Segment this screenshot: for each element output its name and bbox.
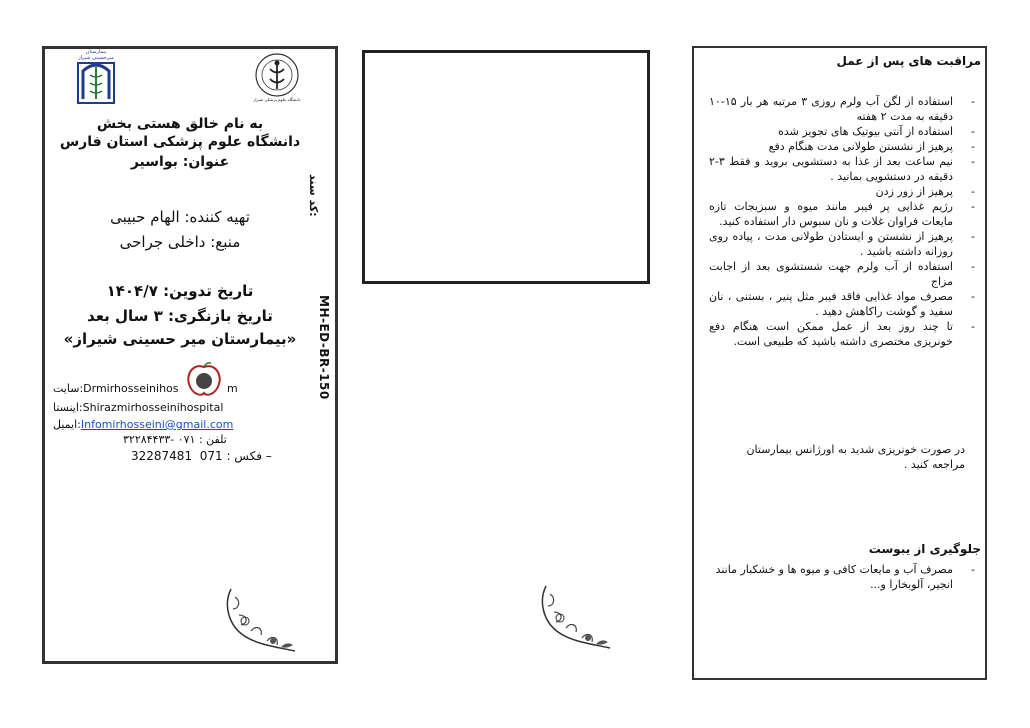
image-placeholder-box bbox=[362, 50, 650, 284]
list-item: - مصرف آب و مایعات کافی و میوه ها و خشکبار مانند انجیر، آلوبخارا و... bbox=[715, 563, 975, 591]
compile-date: تاریخ تدوین: ۱۴۰۴/۷ bbox=[106, 282, 254, 300]
bismillah: به نام خالق هستی بخش bbox=[96, 116, 264, 132]
hospital-logo-text: بیمارستان میرحسینی شیراز bbox=[78, 49, 114, 61]
phone-line: تلفن : ۰۷۱ -۳۲۲۸۴۴۳۳ bbox=[123, 433, 227, 446]
author: تهیه کننده: الهام حبیبی bbox=[110, 208, 250, 226]
website-tail: m bbox=[227, 382, 238, 395]
list-item: - استفاده از لگن آب ولرم روزی ۳ مرتبه هر بار ۱۵-۱۰ دقیقه به مدت ۲ هفته bbox=[709, 95, 975, 123]
floral-ornament-icon bbox=[536, 582, 616, 658]
code-label: کد سند: bbox=[307, 174, 320, 217]
fax-line bbox=[131, 449, 272, 463]
website-label: سایت: bbox=[53, 382, 84, 395]
university-logo bbox=[253, 49, 301, 107]
constipation-heading: جلوگیری از یبوست bbox=[868, 542, 981, 556]
list-item: - استفاده از آنتی بیوتیک های تجویز شده bbox=[778, 125, 975, 138]
care-heading: مراقبت های پس از عمل bbox=[836, 54, 981, 68]
website-value[interactable]: Drmirhosseinihos bbox=[83, 382, 179, 395]
list-item: - رژیم غذایی پر فیبر مانند میوه و سبزیجات تازه مایعات فراوان غلات و نان سبوس دار استفاده کنید. bbox=[709, 200, 975, 228]
list-item: - پرهیز از نشستن طولانی مدت هنگام دفع bbox=[768, 140, 975, 153]
hospital-name: «بیمارستان میر حسینی شیراز» bbox=[63, 330, 297, 348]
list-item: - استفاده از آب ولرم جهت شستشوی بعد از اجابت مزاج bbox=[709, 260, 975, 288]
revision-date: تاریخ بازنگری: ۳ سال بعد bbox=[87, 307, 273, 325]
email-line bbox=[53, 418, 233, 432]
fax-label: فکس : 071 – bbox=[199, 449, 272, 463]
middle-panel bbox=[358, 46, 655, 664]
care-note: در صورت خونریزی شدید به اورژانس بیمارستان مراجعه کنید . bbox=[746, 443, 965, 471]
right-panel bbox=[692, 46, 987, 680]
constipation-list bbox=[709, 562, 979, 592]
list-item: - تا چند روز بعد از عمل ممکن است هنگام دفع خونریزی مختصری داشته باشید که طبیعی است. bbox=[709, 320, 975, 348]
university-logo-text: دانشگاه علوم پزشکی شیراز bbox=[253, 97, 301, 102]
email-link[interactable]: Infomirhosseini@gmail.com bbox=[80, 418, 234, 431]
email-label: ایمیل: bbox=[53, 418, 81, 431]
website-line bbox=[53, 382, 179, 396]
instagram-label: اینستا: bbox=[53, 401, 83, 414]
source: منبع: داخلی جراحی bbox=[119, 233, 241, 251]
hospital-logo bbox=[75, 49, 117, 107]
left-panel bbox=[42, 46, 338, 664]
list-item: - پرهیز از زور زدن bbox=[875, 185, 975, 198]
fax-value: 32287481 bbox=[131, 449, 193, 463]
instagram-line bbox=[53, 401, 223, 415]
hospital-emblem-icon bbox=[185, 362, 223, 402]
instagram-value[interactable]: Shirazmirhosseinihospital bbox=[82, 401, 224, 414]
list-item: - پرهیز از نشستن و ایستادن طولانی مدت ، پیاده روی روزانه داشته باشید . bbox=[709, 230, 975, 258]
list-item: - نیم ساعت بعد از غذا به دستشویی بروید و فقط ۳-۲ دقیقه در دستشویی بمانید . bbox=[709, 155, 975, 183]
document-title: عنوان: بواسیر bbox=[130, 154, 230, 170]
floral-ornament-icon bbox=[221, 585, 301, 661]
university-name: دانشگاه علوم پزشکی استان فارس bbox=[59, 134, 301, 150]
code-value: MH-ED-BR-150 bbox=[317, 295, 331, 400]
care-list bbox=[709, 94, 979, 349]
list-item: - مصرف مواد غذایی فاقد فیبر مثل پنیر ، بستنی ، نان سفید و گوشت راکاهش دهید . bbox=[709, 290, 975, 318]
